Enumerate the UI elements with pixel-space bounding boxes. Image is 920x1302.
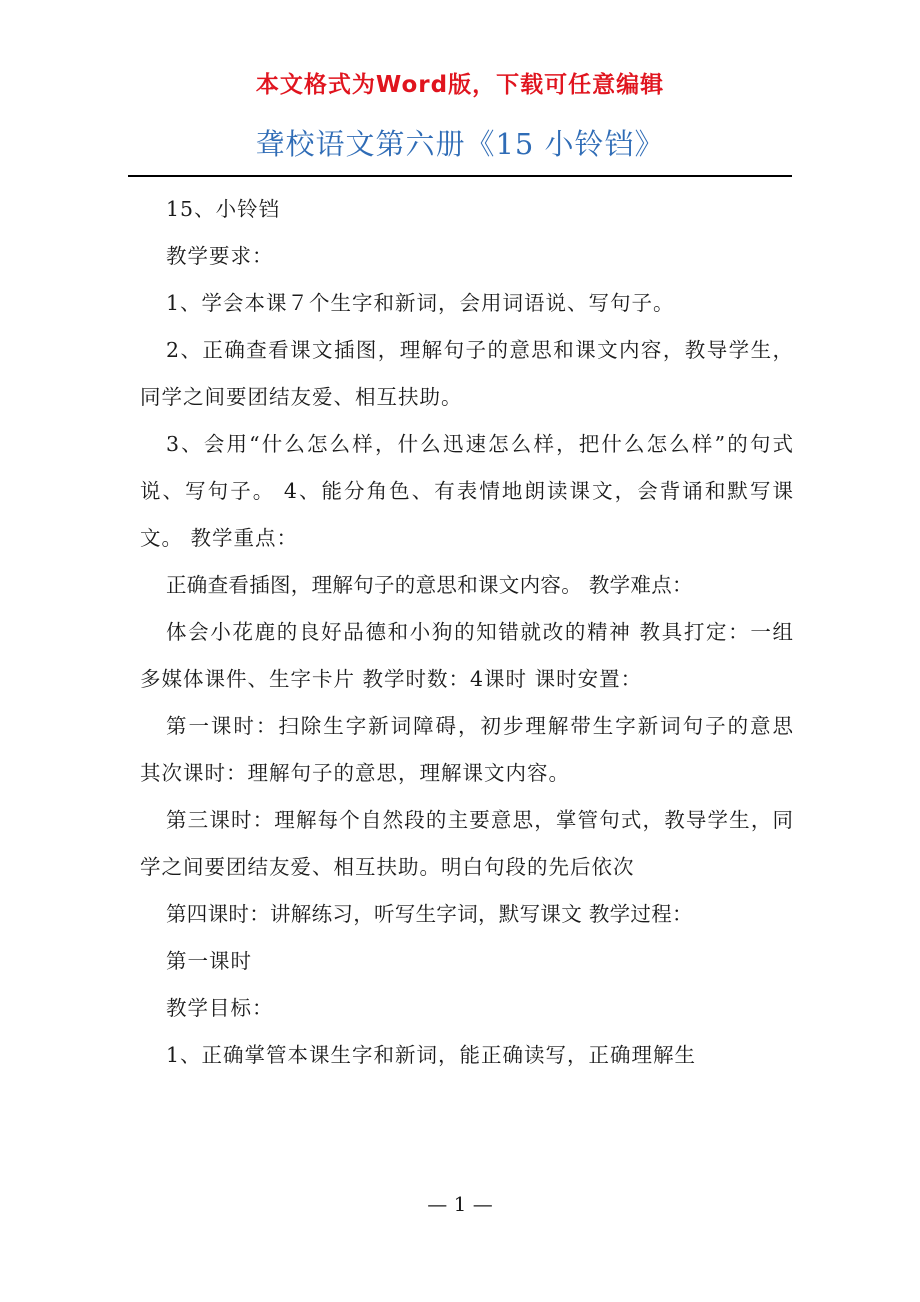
title-divider	[128, 175, 792, 177]
paragraph: 第三课时：理解每个自然段的主要意思，掌管句式，教导学生，同学之间要团结友爱、相互扶助。明白句段的先后依次	[140, 808, 794, 879]
document-body	[140, 186, 794, 1079]
paragraph: 第一课时	[166, 949, 252, 973]
format-notice-banner: 本文格式为Word版，下载可任意编辑	[255, 72, 665, 98]
document-title: 聋校语文第六册《15 小铃铛》	[255, 127, 665, 161]
page-number: — 1 —	[427, 1192, 493, 1216]
lesson-heading: 15、小铃铛	[166, 197, 281, 221]
paragraph: 2、正确查看课文插图，理解句子的意思和课文内容，教导学生，同学之间要团结友爱、相互扶助。	[140, 338, 794, 409]
paragraph: 3、会用“什么怎么样，什么迅速怎么样，把什么怎么样”的句式说、写句子。 4、能分角色、有表情地朗读课文，会背诵和默写课文。 教学重点：	[140, 432, 794, 550]
paragraph: 第一课时：扫除生字新词障碍，初步理解带生字新词句子的意思 其次课时：理解句子的意思，理解课文内容。	[140, 714, 794, 785]
paragraph: 1、学会本课７个生字和新词，会用词语说、写句子。	[166, 291, 675, 315]
paragraph: 教学目标：	[166, 996, 274, 1020]
paragraph: 1、正确掌管本课生字和新词，能正确读写，正确理解生	[166, 1043, 697, 1067]
paragraph: 体会小花鹿的良好品德和小狗的知错就改的精神 教具打定：一组多媒体课件、生字卡片 教学时数：4课时 课时安置：	[140, 620, 794, 691]
paragraph: 第四课时：讲解练习，听写生字词，默写课文 教学过程：	[166, 902, 693, 926]
paragraph: 正确查看插图，理解句子的意思和课文内容。 教学难点：	[166, 573, 693, 597]
paragraph: 教学要求：	[166, 244, 274, 268]
